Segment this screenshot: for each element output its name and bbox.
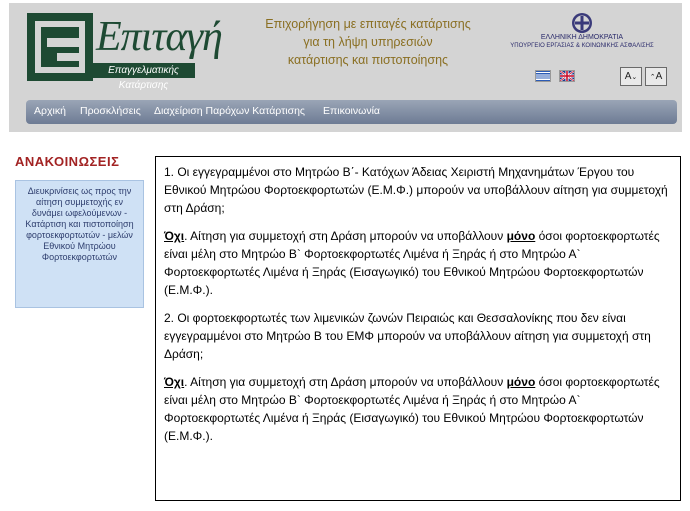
font-increase-label: A <box>655 71 663 82</box>
ministry-name: ΥΠΟΥΡΓΕΙΟ ΕΡΓΑΣΙΑΣ & ΚΟΙΝΩΝΙΚΗΣ ΑΣΦΑΛΙΣΗΣ <box>510 43 654 49</box>
answer-2 <box>164 373 672 445</box>
logo-subtitle: Επαγγελματικής Κατάρτισης <box>92 63 195 78</box>
logo-mark-icon <box>27 13 97 85</box>
union-jack-cross-icon <box>560 71 574 81</box>
question-2: 2. Οι φορτοεκφορτωτές των λιμενικών ζωνών Πειραιώς και Θεσσαλονίκης που δεν είναι εγγεγραμμένοι στο Μητρώο Β του ΕΜΦ μπορούν να υποβάλλουν αίτηση για συμμετοχή στη Δράση; <box>164 311 651 361</box>
question-1: 1. Οι εγγεγραμμένοι στο Μητρώο Β΄- Κατόχων Άδειας Χειριστή Μηχανημάτων Έργου του Εθνικού Μητρώου Φορτοεκφορτωτών (Ε.Μ.Φ.) μπορούν να υποβάλλουν αίτηση για συμμετοχή στη Δράση; <box>164 165 668 215</box>
nav-item-calls[interactable]: Προσκλήσεις <box>80 105 141 117</box>
answer-2-only: μόνο <box>506 375 536 389</box>
main-nav <box>26 100 677 124</box>
greek-flag-icon[interactable] <box>535 70 551 82</box>
nav-item-providers[interactable]: Διαχείριση Παρόχων Κατάρτισης <box>154 105 305 117</box>
tagline-line: κατάρτισης και πιστοποίησης <box>287 53 449 67</box>
tagline-line: Επιχορήγηση με επιταγές κατάρτισης <box>265 17 471 31</box>
answer-1-only: μόνο <box>506 229 536 243</box>
answer-1 <box>164 227 672 299</box>
font-increase-button[interactable]: ⌃A <box>645 67 667 86</box>
answer-2-no: Όχι <box>164 375 185 389</box>
english-flag-icon[interactable] <box>559 70 575 82</box>
announcements-title: ΑΝΑΚΟΙΝΩΣΕΙΣ <box>15 154 120 169</box>
site-header <box>9 3 682 132</box>
answer-2-part1: . Αίτηση για συμμετοχή στη Δράση μπορούν να υποβάλλουν <box>184 375 507 389</box>
font-decrease-label: A <box>624 71 632 82</box>
answer-2-part2: όσοι φορτοεκφορτωτές είναι μέλη στο Μητρώο Β` Φορτοεκφορτωτές Λιμένα ή Ξηράς ή στο Μητρώο Α` Φορτοεκφορτωτές Λιμένα ή Ξηράς (Εισαγωγικό) του Εθνικού Μητρώου Φορτοεκφορτωτών (Ε.Μ.Φ.). <box>164 375 660 443</box>
answer-1-part1: . Αίτηση για συμμετοχή στη Δράση μπορούν να υποβάλλουν <box>184 229 507 243</box>
font-decrease-button[interactable]: A⌄ <box>620 67 642 86</box>
nav-item-home[interactable]: Αρχική <box>34 105 66 117</box>
site-tagline <box>239 15 497 69</box>
site-logo[interactable] <box>27 13 222 91</box>
greek-emblem-icon <box>571 12 593 34</box>
answer-1-part2: όσοι φορτοεκφορτωτές είναι μέλη στο Μητρώο Β` Φορτοεκφορτωτές Λιμένα ή Ξηράς ή στο Μητρώο Α` Φορτοεκφορτωτές Λιμένα ή Ξηράς (Εισαγωγικό) του Εθνικού Μητρώου Φορτοεκφορτωτών (Ε.Μ.Φ.). <box>164 229 660 297</box>
announcement-link[interactable]: Διευκρινίσεις ως προς την αίτηση συμμετοχής εν δυνάμει ωφελούμενων - Κατάρτιση και πιστοποίηση φορτοεκφορτωτών - μελών Εθνικού Μητρώου Φορτοεκφορτωτών <box>15 180 144 308</box>
logo-wordmark: Επιταγή <box>96 14 222 60</box>
content-box <box>155 156 681 501</box>
tagline-line: για τη λήψη υπηρεσιών <box>303 35 433 49</box>
nav-item-contact[interactable]: Επικοινωνία <box>323 105 380 117</box>
ministry-republic: ΕΛΛΗΝΙΚΗ ΔΗΜΟΚΡΑΤΙΑ <box>540 34 624 41</box>
answer-1-no: Όχι <box>164 229 185 243</box>
ministry-block <box>487 12 677 50</box>
